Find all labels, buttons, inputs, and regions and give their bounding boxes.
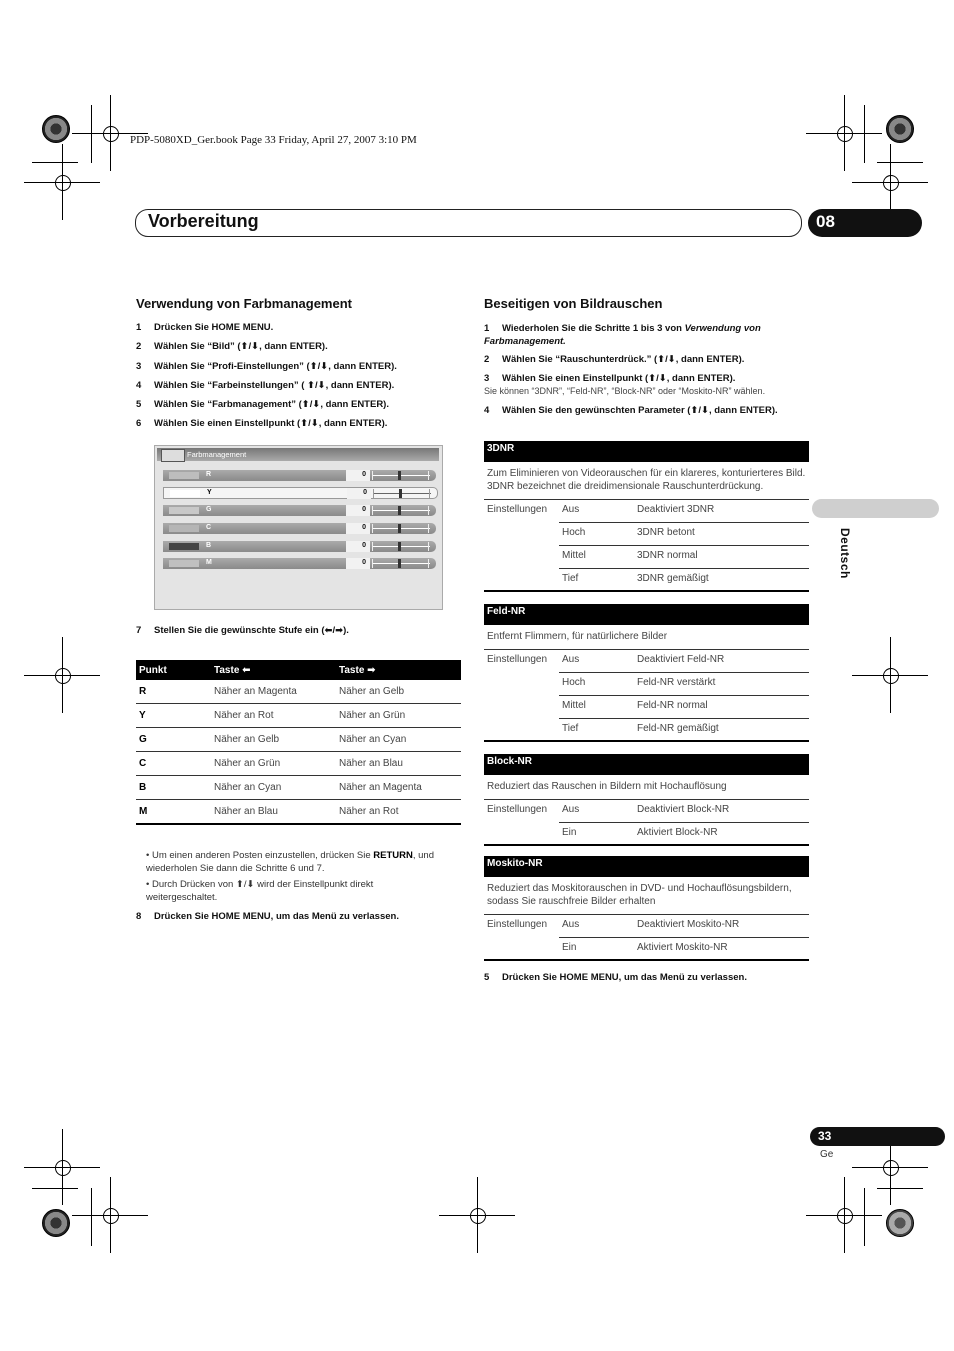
nr-section-title: Block-NR bbox=[484, 754, 809, 775]
table-cell: Näher an Grün bbox=[336, 704, 461, 728]
table-cell: Näher an Cyan bbox=[336, 728, 461, 752]
setting-option: Ein bbox=[562, 827, 577, 838]
setting-option: Aus bbox=[562, 919, 580, 930]
settings-label: Einstellungen bbox=[487, 804, 548, 815]
registration-mark bbox=[883, 668, 899, 684]
table-cell: Näher an Gelb bbox=[336, 680, 461, 704]
table-cell: Näher an Magenta bbox=[336, 776, 461, 800]
osd-row bbox=[163, 558, 436, 569]
setting-description: Deaktiviert Moskito-NR bbox=[637, 919, 740, 930]
col-taste-right: Taste ➡ bbox=[336, 660, 461, 680]
osd-slider bbox=[370, 471, 432, 480]
setting-option: Aus bbox=[562, 504, 580, 515]
registration-mark bbox=[470, 1208, 486, 1224]
settings-row bbox=[484, 800, 809, 823]
setting-description: Deaktiviert 3DNR bbox=[637, 504, 715, 515]
nr-section-desc: Reduziert das Rauschen in Bildern mit Hochauflösung bbox=[484, 775, 809, 800]
table-cell: B bbox=[136, 776, 211, 800]
settings-row bbox=[484, 938, 809, 961]
table-cell: M bbox=[136, 800, 211, 825]
nr-section-desc: Reduziert das Moskitorauschen in DVD- und Hochauflösungsbildern, sodass Sie rauschfreie Bilder erhalten bbox=[484, 877, 809, 915]
table-cell: Näher an Gelb bbox=[211, 728, 336, 752]
settings-row bbox=[484, 719, 809, 742]
color-table bbox=[136, 660, 461, 825]
slider-knob bbox=[399, 489, 402, 498]
table-cell: Näher an Blau bbox=[336, 752, 461, 776]
osd-row-value: 0 bbox=[347, 488, 371, 499]
setting-description: 3DNR gemäßigt bbox=[637, 573, 709, 584]
setting-option: Mittel bbox=[562, 550, 586, 561]
col-taste-left: Taste ⬅ bbox=[211, 660, 336, 680]
osd-slider bbox=[370, 506, 432, 515]
nr-section-title: 3DNR bbox=[484, 441, 809, 462]
settings-label: Einstellungen bbox=[487, 504, 548, 515]
osd-title: Farbmanagement bbox=[187, 450, 247, 459]
nr-section-desc: Zum Eliminieren von Videorauschen für ein klareres, konturierteres Bild. 3DNR bezeichnet die dreidimensionale Rauschunterdrückung. bbox=[484, 462, 809, 500]
col-punkt: Punkt bbox=[136, 660, 211, 680]
step-7: 7 Stellen Sie die gewünschte Stufe ein (⬅/➡). bbox=[136, 625, 349, 636]
settings-row bbox=[484, 569, 809, 592]
osd-row-value: 0 bbox=[346, 505, 370, 516]
osd-row-value: 0 bbox=[346, 523, 370, 534]
setting-option: Ein bbox=[562, 942, 577, 953]
table-row bbox=[136, 752, 461, 776]
osd-row-label: C bbox=[206, 524, 212, 531]
osd-slider bbox=[370, 542, 432, 551]
color-swatch bbox=[169, 543, 199, 550]
language-label: Deutsch bbox=[838, 528, 852, 579]
step-4: 4 Wählen Sie “Farbeinstellungen” ( ⬆/⬇, dann ENTER). bbox=[136, 380, 395, 391]
registration-mark bbox=[55, 668, 71, 684]
settings-row bbox=[484, 523, 809, 546]
osd-row bbox=[163, 523, 436, 534]
osd-row bbox=[163, 541, 436, 552]
menu-icon bbox=[161, 449, 185, 462]
right-step-3: 3 Wählen Sie einen Einstellpunkt (⬆/⬇, dann ENTER). bbox=[484, 373, 736, 384]
osd-row-value: 0 bbox=[346, 541, 370, 552]
setting-option: Tief bbox=[562, 723, 579, 734]
step-5: 5 Wählen Sie “Farbmanagement” (⬆/⬇, dann ENTER). bbox=[136, 399, 389, 410]
registration-mark bbox=[55, 1160, 71, 1176]
setting-description: Feld-NR verstärkt bbox=[637, 677, 716, 688]
settings-row bbox=[484, 673, 809, 696]
nr-section bbox=[484, 754, 809, 846]
osd-row-label: M bbox=[206, 559, 212, 566]
table-cell: Y bbox=[136, 704, 211, 728]
section-heading-farbmanagement: Verwendung von Farbmanagement bbox=[136, 296, 352, 311]
osd-slider bbox=[370, 559, 432, 568]
registration-mark bbox=[883, 175, 899, 191]
setting-description: Feld-NR normal bbox=[637, 700, 708, 711]
step-3: 3 Wählen Sie “Profi-Einstellungen” (⬆/⬇, dann ENTER). bbox=[136, 361, 397, 372]
table-row bbox=[136, 800, 461, 825]
registration-mark bbox=[886, 115, 914, 143]
table-cell: Näher an Rot bbox=[211, 704, 336, 728]
settings-row bbox=[484, 650, 809, 673]
registration-mark bbox=[55, 175, 71, 191]
step-8: 8 Drücken Sie HOME MENU, um das Menü zu verlassen. bbox=[136, 911, 399, 922]
slider-knob bbox=[398, 559, 401, 568]
slider-knob bbox=[398, 542, 401, 551]
setting-option: Aus bbox=[562, 804, 580, 815]
setting-option: Tief bbox=[562, 573, 579, 584]
right-step-2: 2 Wählen Sie “Rauschunterdrück.” (⬆/⬇, dann ENTER). bbox=[484, 354, 745, 365]
osd-row bbox=[163, 505, 436, 516]
registration-mark bbox=[886, 1209, 914, 1237]
slider-knob bbox=[398, 506, 401, 515]
osd-slider bbox=[370, 524, 432, 533]
table-row bbox=[136, 680, 461, 704]
color-swatch bbox=[170, 490, 200, 497]
setting-description: Deaktiviert Block-NR bbox=[637, 804, 730, 815]
registration-mark bbox=[103, 1208, 119, 1224]
chapter-badge bbox=[808, 209, 922, 237]
settings-label: Einstellungen bbox=[487, 654, 548, 665]
page-number-badge bbox=[810, 1127, 945, 1146]
settings-row bbox=[484, 546, 809, 569]
registration-mark bbox=[103, 126, 119, 142]
settings-row bbox=[484, 823, 809, 846]
print-info: PDP-5080XD_Ger.book Page 33 Friday, April 27, 2007 3:10 PM bbox=[130, 134, 417, 146]
table-cell: Näher an Rot bbox=[336, 800, 461, 825]
color-swatch bbox=[169, 525, 199, 532]
osd-row bbox=[163, 487, 438, 499]
bullet-note-1: • Um einen anderen Posten einzustellen, drücken Sie RETURN, und wiederholen Sie dann die Schritte 6 und 7. bbox=[146, 850, 434, 874]
setting-description: Aktiviert Block-NR bbox=[637, 827, 718, 838]
table-cell: Näher an Grün bbox=[211, 752, 336, 776]
osd-row bbox=[163, 470, 436, 481]
table-cell: Näher an Magenta bbox=[211, 680, 336, 704]
registration-mark bbox=[883, 1160, 899, 1176]
table-cell: G bbox=[136, 728, 211, 752]
osd-farbmanagement bbox=[154, 445, 443, 610]
osd-slider bbox=[371, 489, 433, 498]
setting-description: 3DNR normal bbox=[637, 550, 698, 561]
table-cell: C bbox=[136, 752, 211, 776]
nr-section bbox=[484, 441, 809, 592]
osd-row-value: 0 bbox=[346, 558, 370, 569]
right-step-3-note: Sie können “3DNR”, “Feld-NR”, “Block-NR” oder “Moskito-NR” wählen. bbox=[484, 386, 766, 396]
settings-row bbox=[484, 500, 809, 523]
nr-section-title: Feld-NR bbox=[484, 604, 809, 625]
settings-row bbox=[484, 915, 809, 938]
setting-description: 3DNR betont bbox=[637, 527, 695, 538]
right-step-4: 4 Wählen Sie den gewünschten Parameter (⬆/⬇, dann ENTER). bbox=[484, 405, 778, 416]
osd-row-value: 0 bbox=[346, 470, 370, 481]
registration-mark bbox=[837, 1208, 853, 1224]
right-step-1: 1 Wiederholen Sie die Schritte 1 bis 3 von Verwendung von Farbmanagement. bbox=[484, 323, 761, 347]
page-title: Vorbereitung bbox=[148, 211, 259, 231]
page-number: 33 bbox=[818, 1129, 832, 1143]
slider-knob bbox=[398, 471, 401, 480]
chapter-number: 08 bbox=[816, 212, 835, 231]
language-code: Ge bbox=[820, 1149, 834, 1160]
setting-option: Hoch bbox=[562, 677, 586, 688]
step-1: 1 Drücken Sie HOME MENU. bbox=[136, 322, 274, 333]
step-6: 6 Wählen Sie einen Einstellpunkt (⬆/⬇, dann ENTER). bbox=[136, 418, 388, 429]
setting-option: Hoch bbox=[562, 527, 586, 538]
setting-description: Deaktiviert Feld-NR bbox=[637, 654, 725, 665]
osd-row-label: B bbox=[206, 542, 212, 549]
setting-option: Mittel bbox=[562, 700, 586, 711]
setting-option: Aus bbox=[562, 654, 580, 665]
registration-mark bbox=[42, 115, 70, 143]
osd-row-label: Y bbox=[207, 489, 212, 496]
table-cell: Näher an Cyan bbox=[211, 776, 336, 800]
color-swatch bbox=[169, 560, 199, 567]
registration-mark bbox=[837, 126, 853, 142]
registration-mark bbox=[42, 1209, 70, 1237]
table-row bbox=[136, 704, 461, 728]
slider-knob bbox=[398, 524, 401, 533]
table-row bbox=[136, 776, 461, 800]
setting-description: Feld-NR gemäßigt bbox=[637, 723, 719, 734]
osd-row-label: R bbox=[206, 471, 212, 478]
osd-row-label: G bbox=[206, 506, 212, 513]
table-cell: Näher an Blau bbox=[211, 800, 336, 825]
bullet-note-2: • Durch Drücken von ⬆/⬇ wird der Einstellpunkt direkt weitergeschaltet. bbox=[146, 879, 374, 903]
osd-title-bar bbox=[157, 448, 439, 461]
color-swatch bbox=[169, 472, 199, 479]
table-cell: R bbox=[136, 680, 211, 704]
settings-row bbox=[484, 696, 809, 719]
right-step-5: 5 Drücken Sie HOME MENU, um das Menü zu verlassen. bbox=[484, 972, 747, 983]
nr-section-desc: Entfernt Flimmern, für natürlichere Bilder bbox=[484, 625, 809, 650]
language-tab bbox=[812, 499, 939, 518]
section-heading-bildrauschen: Beseitigen von Bildrauschen bbox=[484, 296, 663, 311]
table-row bbox=[136, 728, 461, 752]
nr-section-title: Moskito-NR bbox=[484, 856, 809, 877]
nr-section bbox=[484, 856, 809, 961]
setting-description: Aktiviert Moskito-NR bbox=[637, 942, 728, 953]
settings-label: Einstellungen bbox=[487, 919, 548, 930]
step-2: 2 Wählen Sie “Bild” (⬆/⬇, dann ENTER). bbox=[136, 341, 328, 352]
nr-section bbox=[484, 604, 809, 742]
color-swatch bbox=[169, 507, 199, 514]
